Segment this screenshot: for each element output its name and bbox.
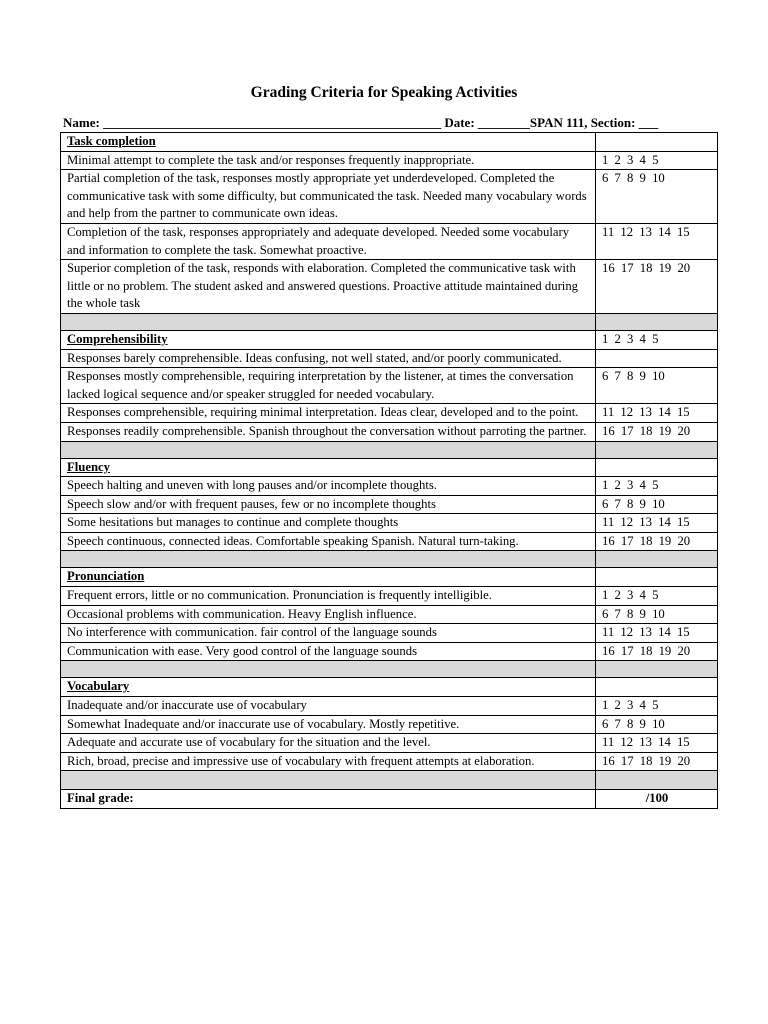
criteria-description: Speech halting and uneven with long pauses and/or incomplete thoughts. xyxy=(61,477,596,496)
final-grade-row xyxy=(61,790,718,809)
section-title: Comprehensibility xyxy=(61,330,596,349)
score-range: 1 2 3 4 5 xyxy=(596,477,718,496)
score-range xyxy=(596,349,718,368)
divider-cell xyxy=(596,661,718,678)
document-title: Grading Criteria for Speaking Activities xyxy=(250,84,518,101)
criteria-description: Completion of the task, responses appropriately and adequate developed. Needed some vocabulary and information to complete the task. Somewhat proactive. xyxy=(61,223,596,259)
criteria-row xyxy=(61,605,718,624)
section-title: Fluency xyxy=(61,458,596,477)
criteria-description: Superior completion of the task, responds with elaboration. Completed the communicative task with little or no problem. The student asked and answered questions. Proactive attitude maintained during the whole task xyxy=(61,260,596,314)
section-header-row xyxy=(61,330,718,349)
score-range: 11 12 13 14 15 xyxy=(596,514,718,533)
score-range: 11 12 13 14 15 xyxy=(596,223,718,259)
section-title: Pronunciation xyxy=(61,568,596,587)
date-label: Date: xyxy=(444,115,475,130)
section-title-score: 1 2 3 4 5 xyxy=(596,330,718,349)
criteria-description: Responses mostly comprehensible, requiring interpretation by the listener, at times the conversation lacked logical sequence and/or speaker struggled for needed vocabulary. xyxy=(61,368,596,404)
score-range: 1 2 3 4 5 xyxy=(596,151,718,170)
criteria-row xyxy=(61,151,718,170)
score-range: 11 12 13 14 15 xyxy=(596,404,718,423)
criteria-row xyxy=(61,697,718,716)
date-blank[interactable]: ________ xyxy=(477,115,530,130)
section-divider xyxy=(61,551,718,568)
score-range: 1 2 3 4 5 xyxy=(596,697,718,716)
section-header-row xyxy=(61,133,718,152)
criteria-row xyxy=(61,514,718,533)
section-title-score xyxy=(596,568,718,587)
section-blank[interactable]: ___ xyxy=(638,115,659,130)
criteria-row xyxy=(61,260,718,314)
criteria-description: Responses barely comprehensible. Ideas confusing, not well stated, and/or poorly communicated. xyxy=(61,349,596,368)
criteria-row xyxy=(61,752,718,771)
name-blank[interactable]: ____________________________________________________ xyxy=(103,115,442,130)
criteria-description: Some hesitations but manages to continue and complete thoughts xyxy=(61,514,596,533)
criteria-row xyxy=(61,349,718,368)
section-divider xyxy=(61,313,718,330)
score-range: 1 2 3 4 5 xyxy=(596,587,718,606)
criteria-row xyxy=(61,587,718,606)
criteria-description: Responses comprehensible, requiring minimal interpretation. Ideas clear, developed and to the point. xyxy=(61,404,596,423)
final-grade-label: Final grade: xyxy=(61,790,596,809)
divider-cell xyxy=(61,771,596,790)
criteria-row xyxy=(61,477,718,496)
criteria-row xyxy=(61,170,718,224)
criteria-description: Communication with ease. Very good control of the language sounds xyxy=(61,642,596,661)
score-range: 16 17 18 19 20 xyxy=(596,642,718,661)
criteria-row xyxy=(61,642,718,661)
grading-rubric-table xyxy=(60,132,718,809)
divider-cell xyxy=(596,313,718,330)
section-title: Task completion xyxy=(61,133,596,152)
section-header-row xyxy=(61,678,718,697)
criteria-description: Inadequate and/or inaccurate use of vocabulary xyxy=(61,697,596,716)
criteria-row xyxy=(61,734,718,753)
score-range: 6 7 8 9 10 xyxy=(596,368,718,404)
criteria-description: Occasional problems with communication. Heavy English influence. xyxy=(61,605,596,624)
student-info-line xyxy=(63,115,716,131)
criteria-description: Speech continuous, connected ideas. Comfortable speaking Spanish. Natural turn-taking. xyxy=(61,532,596,551)
criteria-row xyxy=(61,404,718,423)
divider-cell xyxy=(61,441,596,458)
criteria-description: Rich, broad, precise and impressive use of vocabulary with frequent attempts at elaboration. xyxy=(61,752,596,771)
criteria-description: Partial completion of the task, responses mostly appropriate yet underdeveloped. Completed the communicative task with some difficulty, but communicated the task. Needed many vocabulary words and help from the partner to communicate own ideas. xyxy=(61,170,596,224)
score-range: 6 7 8 9 10 xyxy=(596,715,718,734)
score-range: 11 12 13 14 15 xyxy=(596,734,718,753)
score-range: 6 7 8 9 10 xyxy=(596,170,718,224)
criteria-description: Speech slow and/or with frequent pauses, few or no incomplete thoughts xyxy=(61,495,596,514)
name-label: Name: xyxy=(63,115,100,130)
section-divider xyxy=(61,441,718,458)
divider-cell xyxy=(596,771,718,790)
section-title-score xyxy=(596,133,718,152)
divider-cell xyxy=(61,313,596,330)
criteria-description: Frequent errors, little or no communication. Pronunciation is frequently intelligible. xyxy=(61,587,596,606)
course-label: SPAN 111, Section: xyxy=(529,115,636,130)
section-header-row xyxy=(61,458,718,477)
criteria-row xyxy=(61,223,718,259)
section-divider xyxy=(61,661,718,678)
criteria-row xyxy=(61,495,718,514)
score-range: 16 17 18 19 20 xyxy=(596,422,718,441)
criteria-description: Responses readily comprehensible. Spanish throughout the conversation without parroting the partner. xyxy=(61,422,596,441)
score-range: 16 17 18 19 20 xyxy=(596,532,718,551)
section-header-row xyxy=(61,568,718,587)
score-range: 6 7 8 9 10 xyxy=(596,495,718,514)
score-range: 6 7 8 9 10 xyxy=(596,605,718,624)
criteria-description: Adequate and accurate use of vocabulary for the situation and the level. xyxy=(61,734,596,753)
criteria-description: Minimal attempt to complete the task and/or responses frequently inappropriate. xyxy=(61,151,596,170)
divider-cell xyxy=(596,551,718,568)
score-range: 16 17 18 19 20 xyxy=(596,260,718,314)
criteria-description: No interference with communication. fair control of the language sounds xyxy=(61,624,596,643)
criteria-row xyxy=(61,422,718,441)
score-range: 16 17 18 19 20 xyxy=(596,752,718,771)
divider-cell xyxy=(596,441,718,458)
criteria-row xyxy=(61,715,718,734)
final-grade-value[interactable]: /100 xyxy=(596,790,718,809)
divider-cell xyxy=(61,551,596,568)
criteria-row xyxy=(61,532,718,551)
divider-cell xyxy=(61,661,596,678)
criteria-description: Somewhat Inadequate and/or inaccurate use of vocabulary. Mostly repetitive. xyxy=(61,715,596,734)
section-divider xyxy=(61,771,718,790)
score-range: 11 12 13 14 15 xyxy=(596,624,718,643)
section-title-score xyxy=(596,458,718,477)
criteria-row xyxy=(61,624,718,643)
criteria-row xyxy=(61,368,718,404)
section-title: Vocabulary xyxy=(61,678,596,697)
section-title-score xyxy=(596,678,718,697)
